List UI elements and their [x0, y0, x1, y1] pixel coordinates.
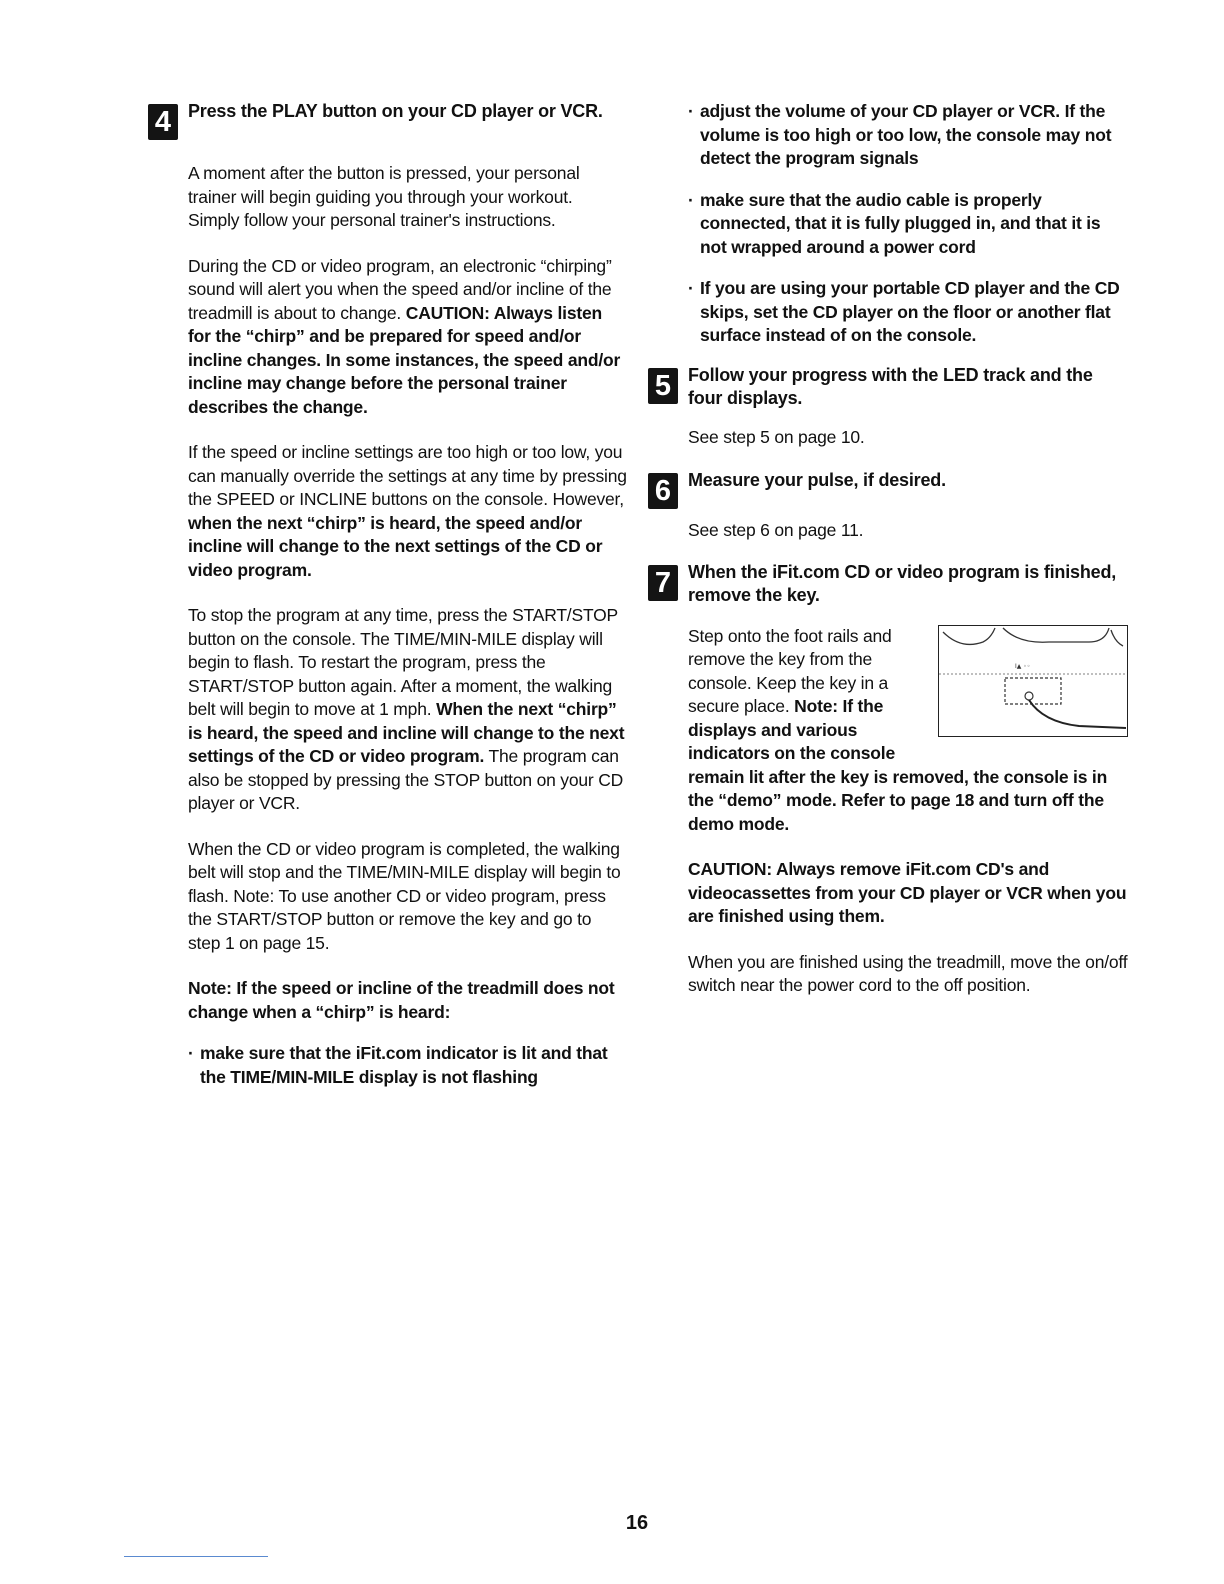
- bullet-text: If you are using your portable CD player and the CD skips, set the CD player on the floor or another flat surface instead of on the console.: [700, 278, 1120, 345]
- bullet-item: [688, 277, 1128, 348]
- power-off-instructions: When you are finished using the treadmill, move the on/off switch near the power cord to the off position.: [688, 951, 1128, 995]
- bullet-text: make sure that the iFit.com indicator is lit and that the TIME/MIN-MILE display is not flashing: [200, 1043, 608, 1087]
- override-bold: when the next “chirp” is heard, the speed and/or incline will change to the next settings of the CD or video program.: [188, 512, 603, 580]
- bullet-text: adjust the volume of your CD player or VCR. If the volume is too high or too low, the console may not detect the program signals: [700, 101, 1112, 168]
- chirp-intro-text: During the CD or video program, an electronic “chirping” sound will alert you when the speed and/or incline of the treadmill is about to change.: [188, 255, 612, 323]
- step-4-badge: 4: [148, 104, 178, 140]
- step-4: [148, 100, 628, 140]
- bullet-item: [188, 1042, 628, 1089]
- step-7-heading: When the iFit.com CD or video program is finished, remove the key.: [688, 561, 1117, 605]
- step-4-body: [148, 162, 628, 1089]
- step-7-body: [648, 625, 1128, 998]
- step-6-heading: Measure your pulse, if desired.: [688, 470, 946, 490]
- bullet-marker: ·: [688, 278, 694, 298]
- console-key-diagram: [938, 625, 1128, 737]
- override-text: If the speed or incline settings are too high or too low, you can manually override the settings at any time by pressing the SPEED or INCLINE buttons on the console. However,: [188, 442, 627, 509]
- console-key-illustration: [939, 626, 1126, 735]
- step-4-bullets-continued: [648, 100, 1128, 348]
- step-5-text: See step 5 on page 10.: [688, 426, 865, 447]
- step-4-paragraph-3: [188, 441, 628, 582]
- diagram-label-mark: I▲ ◦◦: [1015, 662, 1031, 670]
- bullet-text: make sure that the audio cable is properly connected, that it is fully plugged in, and that it is not wrapped around a power cord: [700, 189, 1101, 257]
- stop-program-bold: When the next “chirp” is heard, the speed and incline will change to the next settings of the CD or video program.: [188, 699, 625, 766]
- step-7-badge: 7: [648, 565, 678, 601]
- page-number: 16: [625, 1512, 649, 1534]
- bullet-marker: ·: [688, 189, 694, 210]
- stop-program-text: To stop the program at any time, press the START/STOP button on the console. The TIME/MIN-MILE display will begin to flash. To restart the program, press the START/STOP button again. After a moment, the walking belt will begin to move at 1 mph.: [188, 605, 618, 719]
- step-4-paragraph-2: [188, 255, 628, 420]
- step-6-badge: 6: [648, 473, 678, 509]
- step-5-badge: 5: [648, 368, 678, 404]
- step-4-paragraph-5: When the CD or video program is completed, the walking belt will stop and the TIME/MIN-MILE display will begin to flash. Note: To use another CD or video program, press the START/STOP button or remove the key and go to step 1 on page 15.: [188, 838, 621, 953]
- chirp-caution: CAUTION: Always listen for the “chirp” and be prepared for speed and/or incline changes. In some instances, the speed and/or incline may change before the personal trainer describes the change.: [188, 302, 621, 417]
- stop-program-text-2: The program can also be stopped by pressing the STOP button on your CD player or VCR.: [188, 746, 624, 813]
- bullet-item: [688, 100, 1128, 171]
- demo-mode-note: Note: If the displays and various indicators on the console remain lit after the key is removed, the console is in the “demo” mode. Refer to page 18 and turn off the demo mode.: [688, 696, 1108, 834]
- bullet-marker: ·: [688, 101, 694, 121]
- caution-remove-media: CAUTION: Always remove iFit.com CD's and videocassettes from your CD player or VCR when you are finished using them.: [688, 859, 1127, 926]
- step-7: [648, 561, 1128, 607]
- bullet-marker: ·: [188, 1043, 194, 1063]
- step-4-paragraph-1: A moment after the button is pressed, your personal trainer will begin guiding you through your workout. Simply follow your personal trainer's instructions.: [188, 163, 580, 230]
- step-5-heading: Follow your progress with the LED track and the four displays.: [688, 364, 1093, 408]
- step-7-text-block: [688, 625, 1128, 837]
- right-column: [648, 100, 1128, 998]
- step-5: [648, 364, 1128, 410]
- footer-divider: [124, 1556, 268, 1557]
- step-4-heading: Press the PLAY button on your CD player or VCR.: [188, 101, 603, 121]
- chirp-note: Note: If the speed or incline of the treadmill does not change when a “chirp” is heard:: [188, 978, 615, 1022]
- step-6-text: See step 6 on page 11.: [688, 520, 864, 540]
- bullet-item: [688, 189, 1128, 260]
- step-6: [648, 469, 1128, 509]
- step-4-paragraph-4: [188, 604, 628, 816]
- left-column: [148, 100, 628, 1089]
- step-5-body: [648, 426, 1128, 450]
- step-6-body: [648, 519, 1128, 543]
- remove-key-text: Step onto the foot rails and remove the key from the console. Keep the key in a secure place.: [688, 625, 892, 716]
